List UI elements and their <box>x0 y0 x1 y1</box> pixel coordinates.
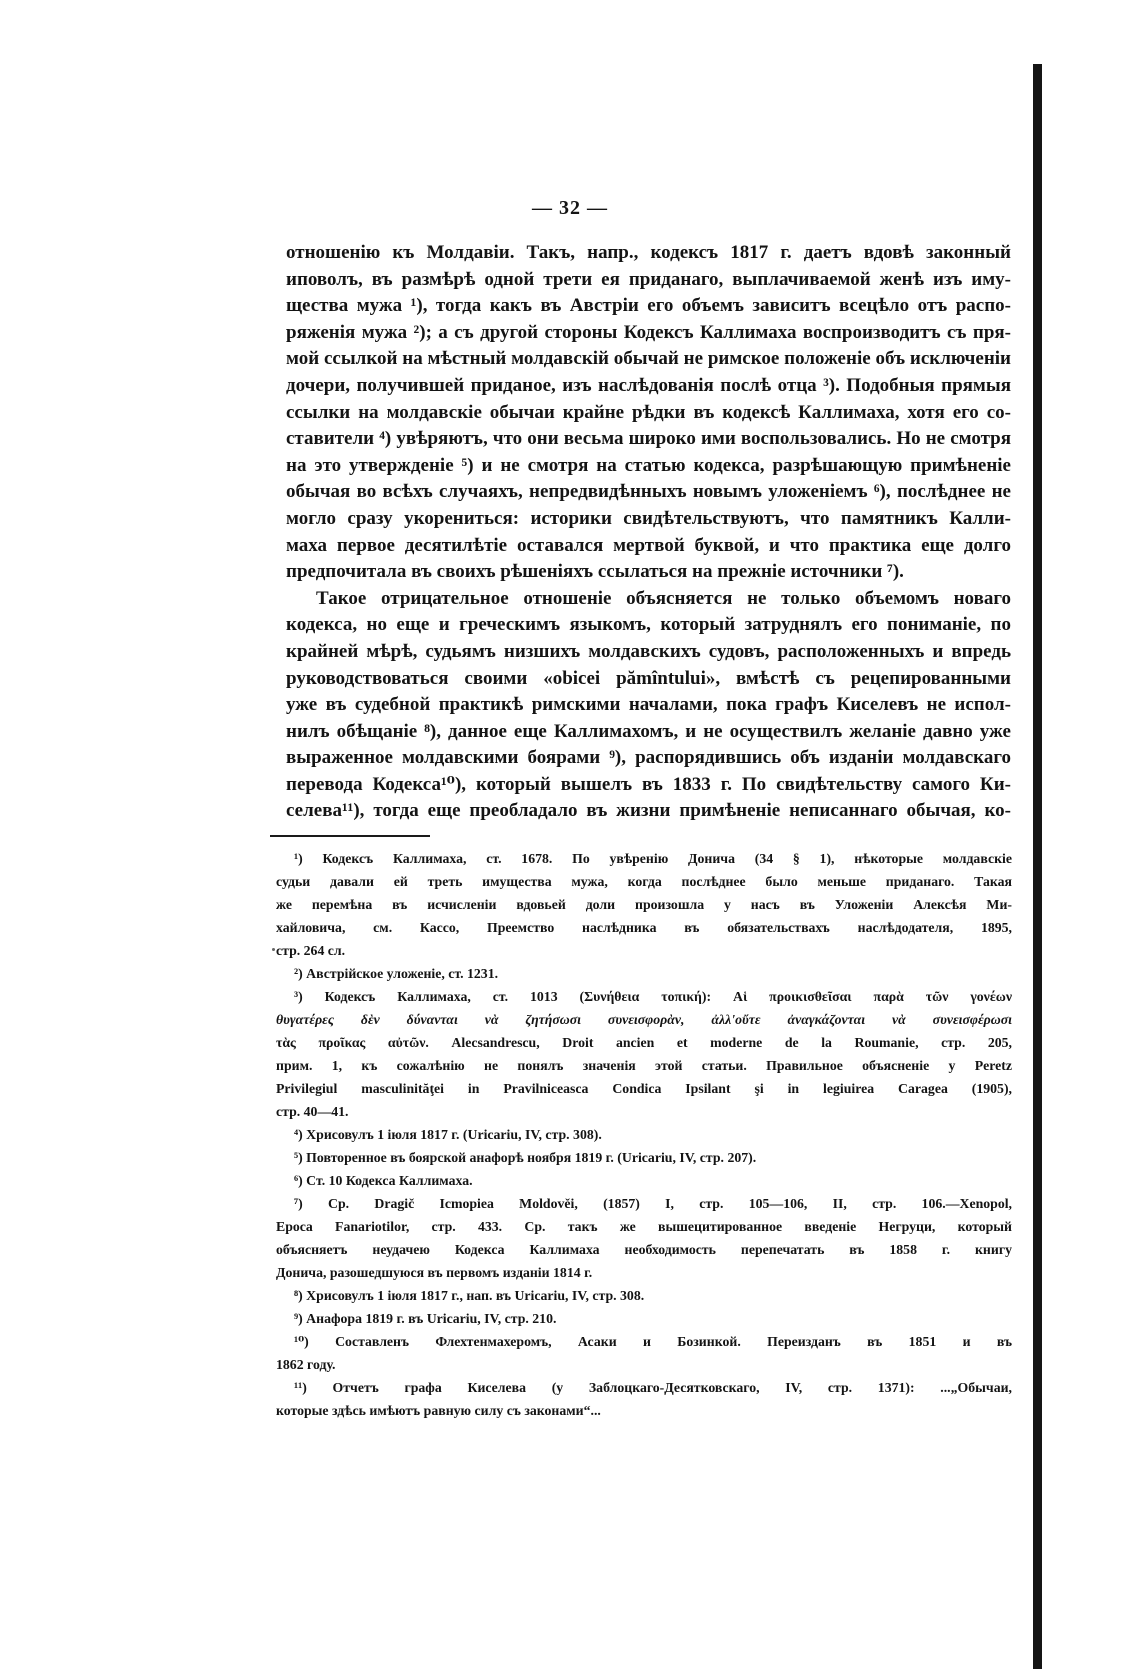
text-line: руководствоваться своими «obicei pămîntului», вмѣстѣ съ рецепированными <box>286 667 1011 689</box>
text-line: ряженія мужа ²); а съ другой стороны Кодексъ Каллимаха воспроизводитъ съ пря- <box>286 321 1011 343</box>
text-line: уже въ судебной практикѣ римскими началами, пока графъ Киселевъ не испол- <box>286 694 1011 716</box>
scan-speck <box>272 948 275 951</box>
paragraph-2 <box>286 586 1011 825</box>
text-line: маха первое десятилѣтіе оставался мертвой буквой, и что практика еще долго <box>286 534 1011 556</box>
footnote-line: ⁶) Ст. 10 Кодекса Каллимаха. <box>294 1173 473 1188</box>
footnote-separator <box>270 835 430 837</box>
footnote-line: 1862 году. <box>276 1357 336 1372</box>
text-line: выраженное молдавскими боярами ⁹), распорядившись объ изданіи молдавскаго <box>286 747 1011 769</box>
text-line: Такое отрицательное отношеніе объясняется не только объемомъ новаго <box>316 587 1011 609</box>
text-line: дочери, получившей приданое, изъ наслѣдованія послѣ отца ³). Подобныя прямыя <box>286 374 1011 396</box>
main-text <box>286 240 1011 825</box>
footnote-2 <box>276 962 1012 985</box>
footnote-line: ⁷) Ср. Dragič Icmopiea Moldověi, (1857) I, стр. 105—106, II, стр. 106.—Xenopol, <box>294 1196 1012 1211</box>
text-line: ссылки на молдавскіе обычаи крайне рѣдки въ кодексѣ Каллимаха, хотя его со- <box>286 401 1011 423</box>
footnote-line: ⁴) Хрисовулъ 1 іюля 1817 г. (Uricariu, IV, стр. 308). <box>294 1127 602 1142</box>
text-line: щества мужа ¹), тогда какъ въ Австріи его объемъ зависитъ всецѣло отъ распо- <box>286 295 1011 317</box>
footnote-line: которые здѣсь имѣютъ равную силу съ законами“... <box>276 1403 601 1418</box>
footnote-8 <box>276 1284 1012 1307</box>
footnote-line: стр. 264 сл. <box>276 943 346 958</box>
footnote-line: ¹¹) Отчетъ графа Киселева (у Заблоцкаго-Десятковскаго, IV, стр. 1371): ...„Обычаи, <box>294 1380 1012 1395</box>
footnote-5 <box>276 1146 1012 1169</box>
book-spine-edge <box>1033 64 1042 1669</box>
page-number: — 32 — <box>532 197 608 219</box>
text-line: на это утвержденіе ⁵) и не смотря на статью кодекса, разрѣшающую примѣненіе <box>286 454 1011 476</box>
text-line: кодекса, но еще и греческимъ языкомъ, который затруднялъ его пониманіе, по <box>286 614 1011 636</box>
footnote-line: ¹⁰) Составленъ Флехтенмахеромъ, Асаки и Бозинкой. Переизданъ въ 1851 и въ <box>294 1334 1012 1349</box>
footnote-7 <box>276 1192 1012 1284</box>
text-line: могло сразу укорениться: историки свидѣтельствуютъ, что памятникъ Калли- <box>286 507 1011 529</box>
footnote-line: θυγατέρες δὲν δύνανται νὰ ζητήσωσι συνεισφορὰν, ἀλλ'οὔτε ἀναγκάζονται νὰ συνεισφέρωσι <box>276 1012 1012 1027</box>
footnote-line: ²) Австрійское уложеніе, ст. 1231. <box>294 966 499 981</box>
footnote-line: ⁵) Повторенное въ боярской анафорѣ ноября 1819 г. (Uricariu, IV, стр. 207). <box>294 1150 757 1165</box>
footnote-3 <box>276 985 1012 1123</box>
footnote-1 <box>276 847 1012 962</box>
footnote-4 <box>276 1123 1012 1146</box>
text-line: отношенію къ Молдавіи. Такъ, напр., кодексъ 1817 г. даетъ вдовѣ законный <box>286 242 1011 263</box>
text-line: мой ссылкой на мѣстный молдавскій обычай не римское положеніе объ исключеніи <box>286 348 1011 370</box>
footnote-line: же перемѣна въ исчисленіи вдовьей доли произошла у насъ въ Уложеніи Алексѣя Ми- <box>276 897 1012 912</box>
text-line: крайней мѣрѣ, судьямъ низшихъ молдавскихъ судовъ, расположенныхъ и впредь <box>286 640 1011 662</box>
footnote-line: ¹) Кодексъ Каллимаха, ст. 1678. По увѣренію Донича (34 § 1), нѣкоторые молдавскіе <box>294 851 1012 866</box>
text-line: ставители ⁴) увѣряютъ, что они весьма широко ими воспользовались. Но не смотря <box>286 428 1011 450</box>
text-line: селева¹¹), тогда еще преобладало въ жизни примѣненіе неписаннаго обычая, ко- <box>286 800 1011 822</box>
footnote-11 <box>276 1376 1012 1422</box>
footnote-line: Epoca Fanariotilor, стр. 433. Ср. такъ же вышецитированное введеніе Негруци, который <box>276 1219 1012 1234</box>
footnote-line: ³) Кодексъ Каллимаха, ст. 1013 (Συνήθεια τοπική): Αἱ προικισθεῖσαι παρὰ τῶν γονέων <box>294 989 1012 1004</box>
footnote-line: Privilegiul masculinităţei in Pravilniceasca Condica Ipsilant şi in legiuirea Caragea (1905), <box>276 1081 1012 1096</box>
footnote-line: стр. 40—41. <box>276 1104 349 1119</box>
footnote-line: объясняетъ неудачею Кодекса Каллимаха необходимость перепечатать въ 1858 г. книгу <box>276 1242 1012 1257</box>
text-line: нилъ обѣщаніе ⁸), данное еще Каллимахомъ, и не осуществилъ желаніе давно уже <box>286 720 1011 742</box>
footnote-line: ⁸) Хрисовулъ 1 іюля 1817 г., нап. въ Uricariu, IV, стр. 308. <box>294 1288 645 1303</box>
footnote-line: τὰς προῖκας αὐτῶν. Alecsandrescu, Droit ancien et moderne de la Roumanie, стр. 205, <box>276 1035 1012 1050</box>
footnote-10 <box>276 1330 1012 1376</box>
paragraph-1 <box>286 240 1011 586</box>
footnote-line: прим. 1, къ сожалѣнію не понялъ значенія этой статьи. Правильное объясненіе у Peretz <box>276 1058 1012 1073</box>
footnote-line: Донича, разошедшуюся въ первомъ изданіи 1814 г. <box>276 1265 593 1280</box>
footnotes <box>276 847 1012 1422</box>
text-line: предпочитала въ своихъ рѣшеніяхъ ссылаться на прежніе источники ⁷). <box>286 561 904 583</box>
footnote-line: ⁹) Анафора 1819 г. въ Uricariu, IV, стр. 210. <box>294 1311 557 1326</box>
footnote-line: хайловича, см. Кассо, Преемство наслѣдника въ обязательствахъ наслѣдодателя, 1895, <box>276 920 1012 935</box>
footnote-6 <box>276 1169 1012 1192</box>
footnote-9 <box>276 1307 1012 1330</box>
text-line: обычая во всѣхъ случаяхъ, непредвидѣнныхъ новымъ уложеніемъ ⁶), послѣднее не <box>286 481 1011 503</box>
footnote-line: судьи давали ей треть имущества мужа, когда послѣднее было меньше приданаго. Такая <box>276 874 1012 889</box>
text-line: перевода Кодекса¹⁰), который вышелъ въ 1833 г. По свидѣтельству самого Ки- <box>286 773 1011 795</box>
text-line: иповолъ, въ размѣрѣ одной трети ея приданаго, выплачиваемой женѣ изъ иму- <box>286 268 1011 290</box>
